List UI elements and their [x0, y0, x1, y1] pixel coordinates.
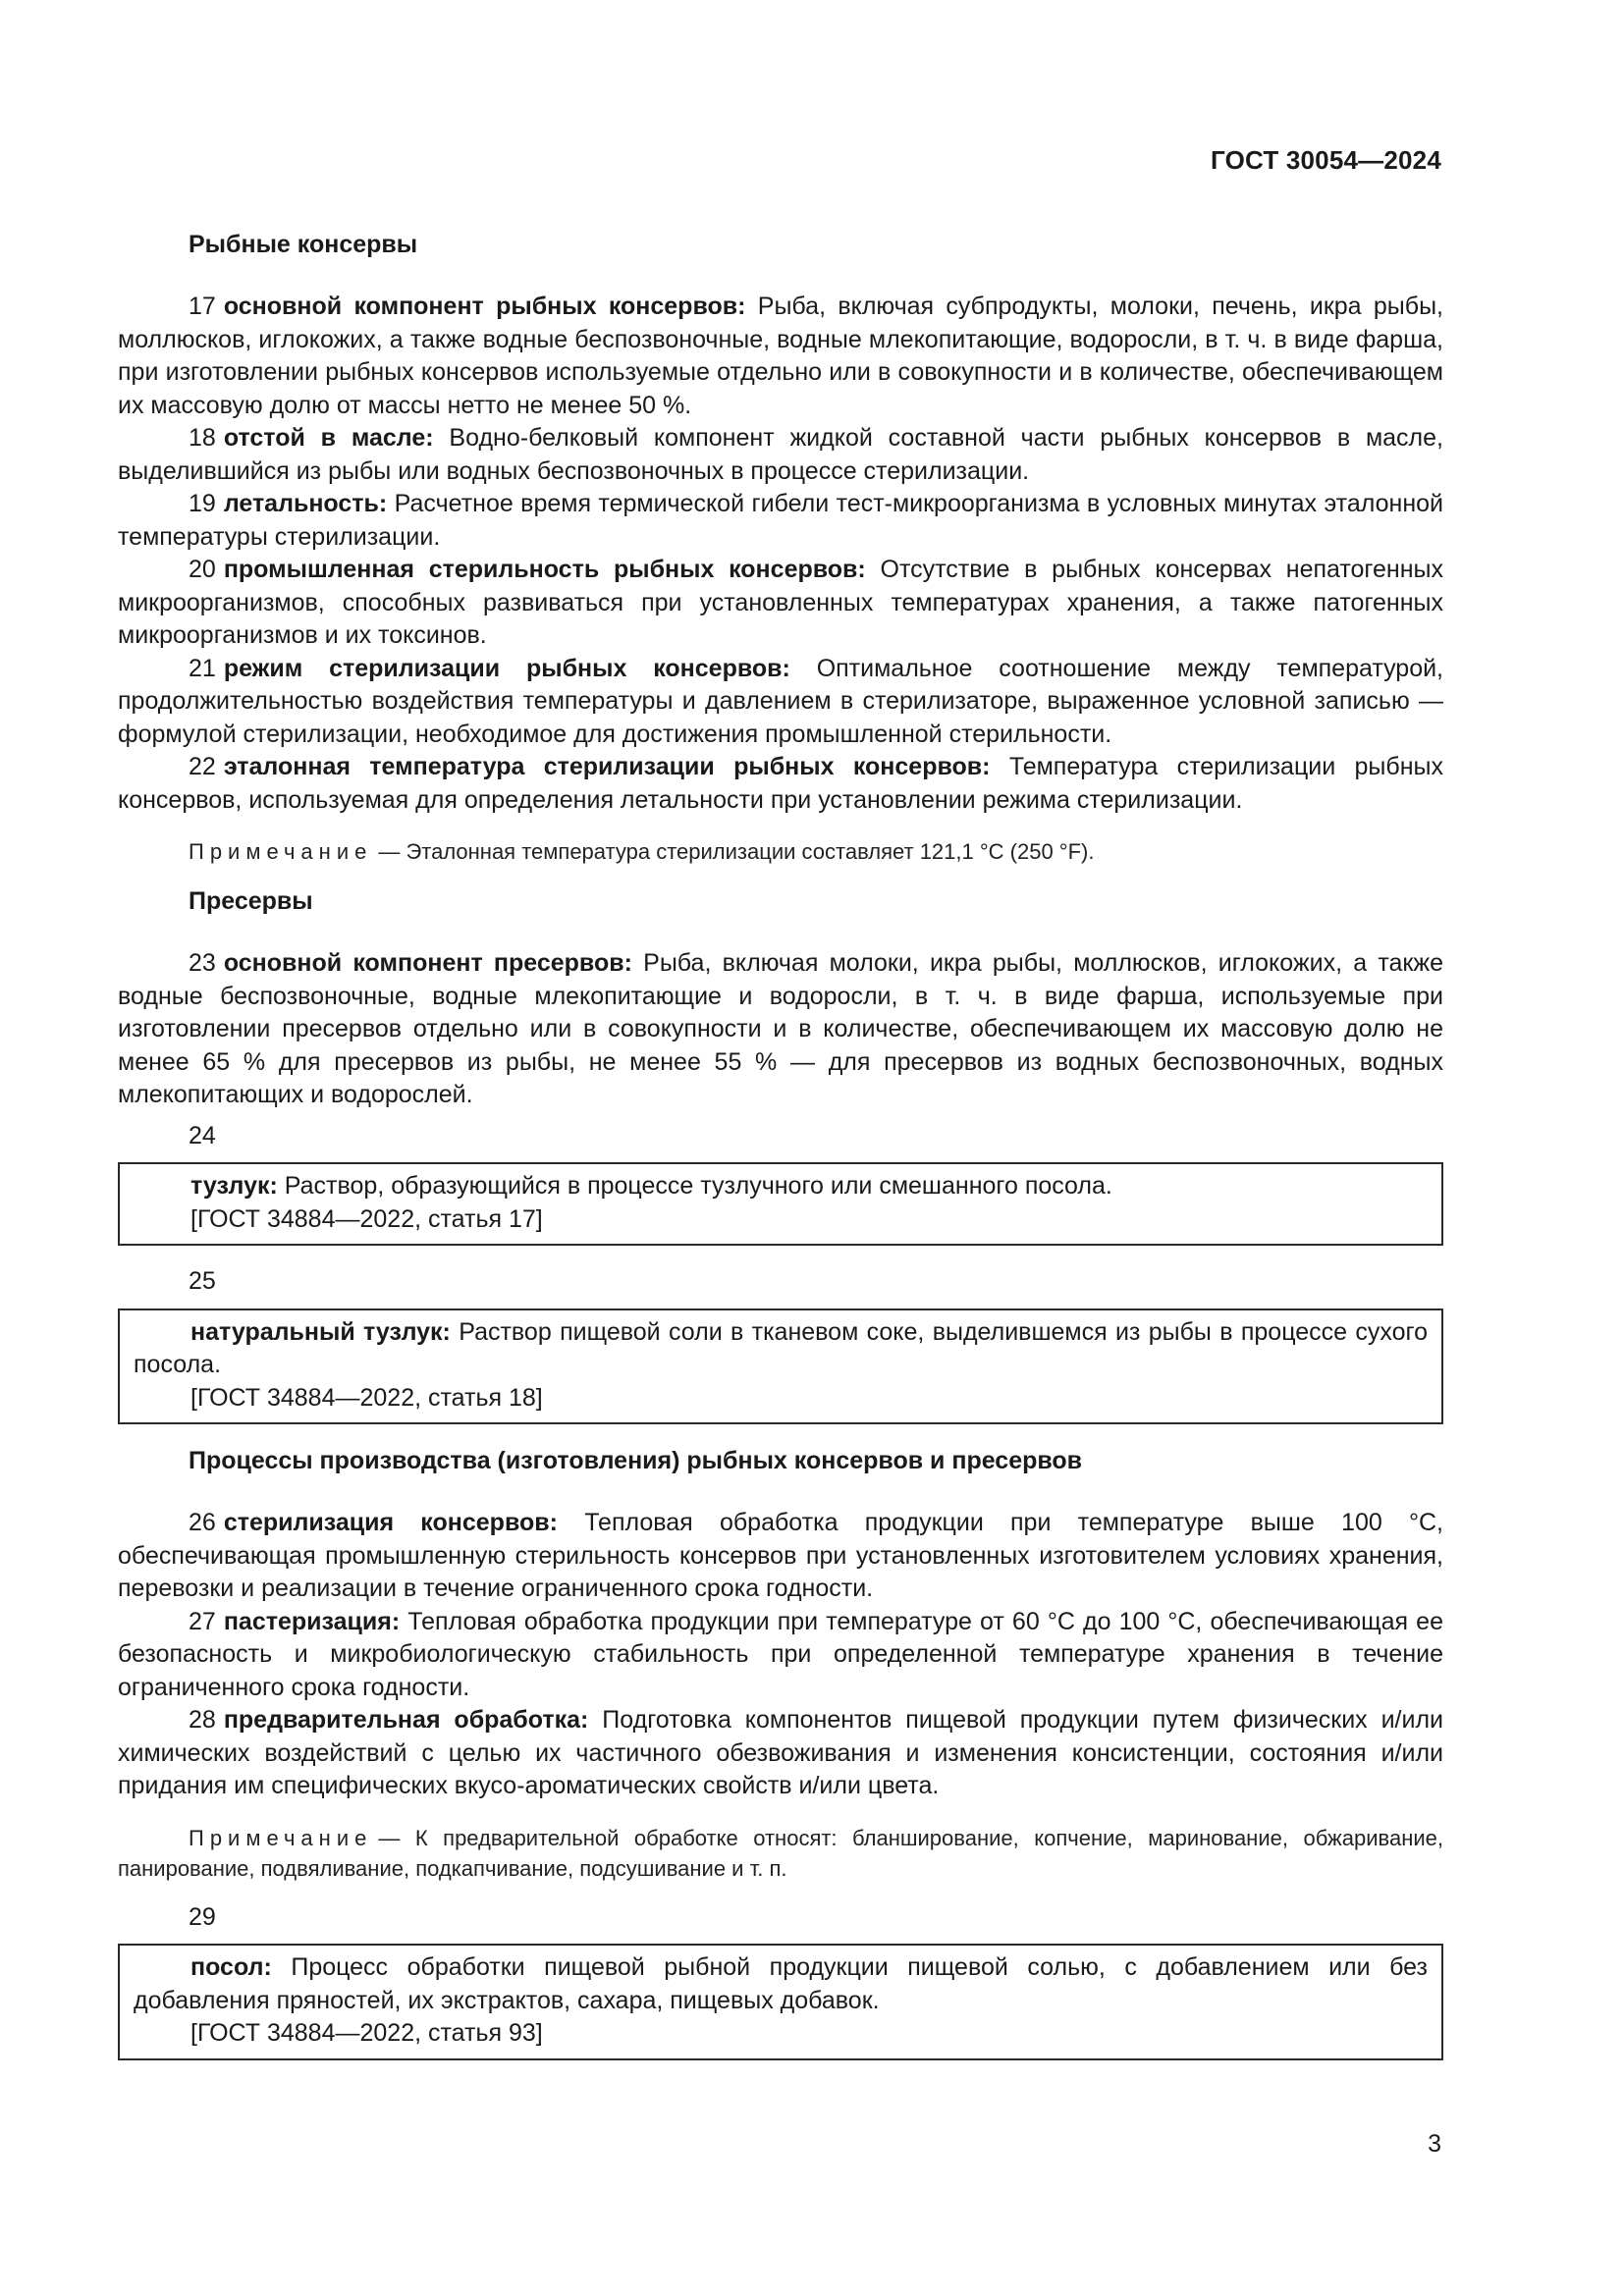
term-item	[118, 291, 1443, 422]
term-name: основной компонент рыбных консервов:	[223, 293, 746, 320]
document-code: ГОСТ 30054—2024	[1211, 145, 1441, 175]
term-item	[118, 554, 1443, 653]
term-item	[118, 1606, 1443, 1705]
section-title-fish-canned: Рыбные консервы	[189, 231, 418, 258]
term-number: 28	[189, 1706, 216, 1734]
section-title-preserves: Пресервы	[189, 887, 313, 915]
referenced-term-box	[118, 1944, 1443, 2060]
note	[118, 836, 1443, 867]
document-body	[118, 216, 1443, 2080]
note-label: Примечание	[189, 839, 373, 864]
term-definition: Раствор, образующийся в процессе тузлучного или смешанного посола.	[284, 1172, 1112, 1200]
term-item	[118, 488, 1443, 554]
term-item	[134, 1951, 1428, 2017]
term-item	[134, 1170, 1428, 1203]
term-name: тузлук:	[190, 1172, 278, 1200]
term-number: 21	[189, 654, 216, 682]
term-item	[134, 1316, 1428, 1382]
term-definition: Водно-белковый компонент жидкой составной части рыбных консервов в масле, выделившийся из рыбы или водных беспозвоночных в процессе стерилизации.	[118, 424, 1443, 485]
term-number: 26	[189, 1509, 216, 1536]
term-number: 24	[189, 1121, 216, 1149]
term-number: 27	[189, 1607, 216, 1635]
term-item	[118, 422, 1443, 488]
term-name: пастеризация:	[223, 1607, 401, 1635]
term-name: эталонная температура стерилизации рыбных консервов:	[223, 753, 991, 780]
term-name: натуральный тузлук:	[190, 1317, 451, 1346]
page-number: 3	[1428, 2130, 1441, 2158]
term-number: 25	[189, 1267, 216, 1295]
term-item	[118, 1507, 1443, 1606]
term-name: летальность:	[223, 490, 388, 517]
term-definition: Раствор пищевой соли в тканевом соке, выделившемся из рыбы в процессе сухого посола.	[134, 1317, 1428, 1378]
term-name: режим стерилизации рыбных консервов:	[223, 654, 790, 682]
term-item	[118, 1704, 1443, 1803]
term-definition: Подготовка компонентов пищевой продукции путем физических и/или химических воздействий с целью их частичного обезвоживания и изменения консистенции, состояния и/или придания им специфических вкусо-ароматических свойств и/или цвета.	[118, 1706, 1444, 1799]
term-definition: Тепловая обработка продукции при температуре от 60 °С до 100 °С, обеспечивающая ее безопасность и микробиологическую стабильность при определенной температуре хранения в течение ограниченного срока годности.	[118, 1607, 1443, 1701]
term-number: 20	[189, 556, 216, 583]
term-definition: Процесс обработки пищевой рыбной продукции пищевой солью, с добавлением или без добавления пряностей, их экстрактов, сахара, пищевых добавок.	[134, 1953, 1428, 2014]
term-item	[118, 947, 1443, 1112]
term-definition: Рыба, включая молоки, икра рыбы, моллюсков, иглокожих, а также водные беспозвоночные, водные млекопитающие и водоросли, в т. ч. в виде фарша, используемые при изготовлении пресервов отдельно или в совокупности и в количестве, обеспечивающем их массовую долю не менее 65 % для пресервов из рыбы, не менее 55 % — для пресервов из водных беспозвоночных, водных млекопитающих и водорослей.	[118, 949, 1443, 1108]
term-number: 19	[189, 490, 216, 517]
note-text: — К предварительной обработке относят: бланширование, копчение, маринование, обжаривание, панирование, подвяливание, подкапчивание, подсушивание и т. п.	[118, 1825, 1443, 1881]
term-number: 23	[189, 949, 216, 977]
term-definition: Расчетное время термической гибели тест-микроорганизма в условных минутах эталонной температуры стерилизации.	[118, 490, 1443, 551]
term-definition: Оптимальное соотношение между температурой, продолжительностью воздействия температуры и давлением в стерилизаторе, выраженное условной записью — формулой стерилизации, необходимое для достижения промышленной стерильности.	[118, 654, 1444, 748]
note	[118, 1823, 1443, 1884]
term-definition: Рыба, включая субпродукты, молоки, печень, икра рыбы, моллюсков, иглокожих, а также водные беспозвоночные, водные млекопитающие, водоросли, в т. ч. в виде фарша, при изготовлении рыбных консервов используемые отдельно или в совокупности и в количестве, обеспечивающем их массовую долю от массы нетто не менее 50 %.	[118, 293, 1443, 419]
term-definition: Отсутствие в рыбных консервах непатогенных микроорганизмов, способных развиваться при установленных температурах хранения, а также патогенных микроорганизмов и их токсинов.	[118, 556, 1443, 649]
term-number: 22	[189, 753, 216, 780]
term-name: предварительная обработка:	[223, 1706, 589, 1734]
note-label: Примечание	[189, 1825, 373, 1850]
referenced-term-box	[118, 1308, 1443, 1425]
term-name: основной компонент пресервов:	[223, 949, 632, 977]
term-item	[118, 751, 1443, 817]
term-number: 18	[189, 424, 216, 452]
term-item	[118, 653, 1443, 752]
term-definition: Тепловая обработка продукции при температуре выше 100 °С, обеспечивающая промышленную стерильность консервов при установленных изготовителем условиях хранения, перевозки и реализации в течение ограниченного срока годности.	[118, 1509, 1443, 1602]
term-source: [ГОСТ 34884—2022, статья 17]	[190, 1204, 543, 1233]
term-source: [ГОСТ 34884—2022, статья 93]	[190, 2019, 543, 2047]
referenced-term-box	[118, 1162, 1443, 1246]
term-number: 17	[189, 293, 216, 320]
term-number: 29	[189, 1902, 216, 1931]
section-title-processes: Процессы производства (изготовления) рыбных консервов и пресервов	[189, 1447, 1083, 1474]
term-name: отстой в масле:	[223, 424, 434, 452]
term-name: стерилизация консервов:	[223, 1509, 558, 1536]
note-text: — Эталонная температура стерилизации составляет 121,1 °С (250 °F).	[378, 839, 1095, 864]
term-source: [ГОСТ 34884—2022, статья 18]	[190, 1383, 543, 1412]
term-definition: Температура стерилизации рыбных консервов, используемая для определения летальности при установлении режима стерилизации.	[118, 753, 1443, 814]
term-name: промышленная стерильность рыбных консервов:	[223, 556, 866, 583]
term-name: посол:	[190, 1953, 272, 1981]
